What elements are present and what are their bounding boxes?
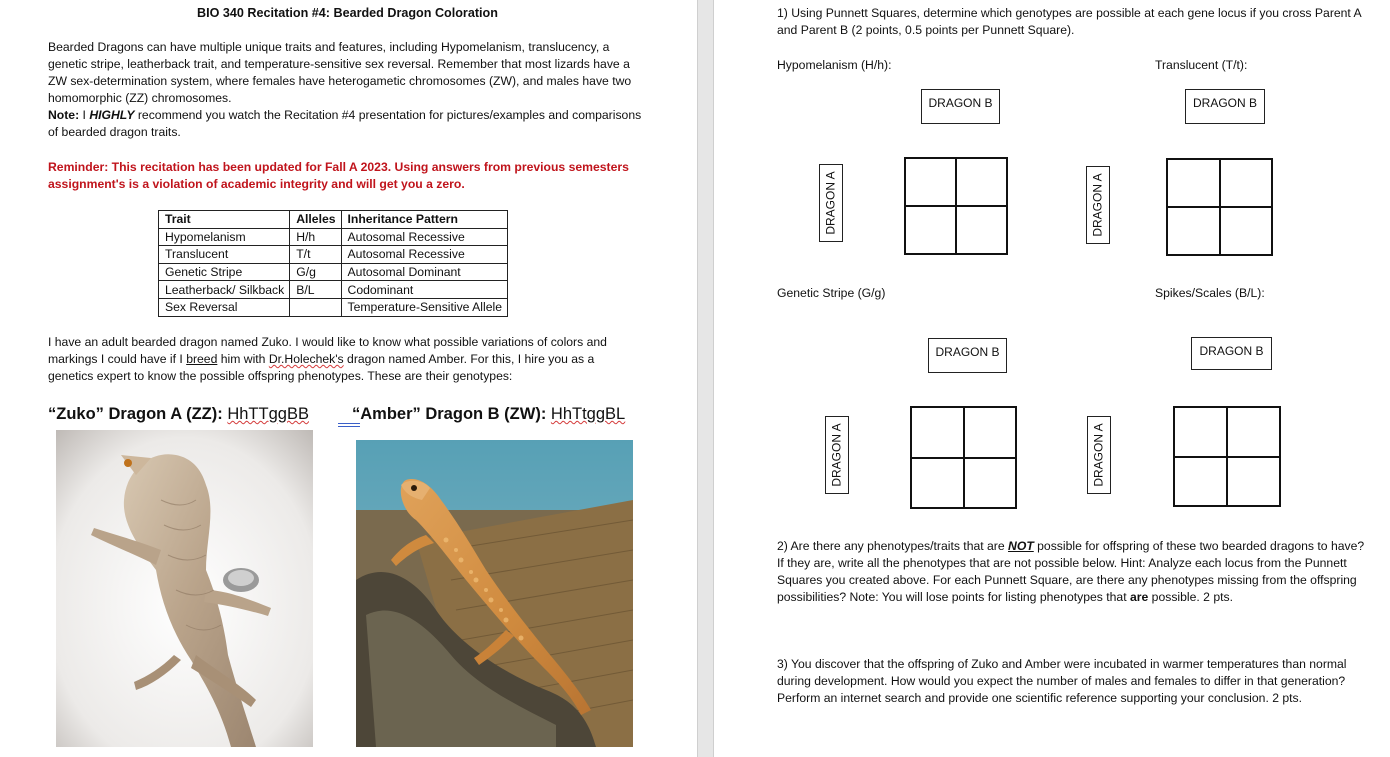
table-header-row <box>159 211 508 229</box>
story-holechek: Dr.Holechek's <box>268 352 344 366</box>
note-label: Note: <box>48 108 80 122</box>
header-alleles: Alleles <box>290 211 341 229</box>
dragon-a-genotype-value: HhTTggBB <box>227 405 309 423</box>
q2-not: NOT <box>1008 539 1034 553</box>
locus-translucent: Translucent (T/t): <box>1155 58 1248 72</box>
cell-inheritance: Autosomal Recessive <box>341 246 507 264</box>
dragon-b-label-text: DRAGON B <box>1192 96 1257 110</box>
question-2 <box>777 538 1367 606</box>
locus-hypomelanism: Hypomelanism (H/h): <box>777 58 892 72</box>
dragon-b-label-box <box>928 338 1007 373</box>
cell-alleles: G/g <box>290 263 341 281</box>
dragon-a-label-box <box>819 164 843 242</box>
locus-spikes-scales: Spikes/Scales (B/L): <box>1155 286 1265 300</box>
cell-inheritance: Temperature-Sensitive Allele <box>341 298 507 316</box>
note-text: recommend you watch the Recitation #4 presentation for pictures/examples and comparisons of bearded dragon traits. <box>48 108 642 139</box>
table-row <box>159 263 508 281</box>
document-title: BIO 340 Recitation #4: Bearded Dragon Coloration <box>197 6 498 20</box>
cell-alleles: B/L <box>290 281 341 299</box>
dragon-a-label: “Zuko” Dragon A (ZZ): <box>48 405 228 423</box>
cell-inheritance: Codominant <box>341 281 507 299</box>
dragon-b-label: “Amber” Dragon B (ZW): <box>352 405 551 423</box>
dragon-a-label-text: DRAGON A <box>829 423 844 487</box>
punnett-square-hypomelanism[interactable] <box>904 157 1008 255</box>
cell-alleles <box>290 298 341 316</box>
traits-table <box>158 210 508 317</box>
page-gutter <box>697 0 714 757</box>
note-emphasis: HIGHLY <box>89 108 135 122</box>
cell-trait: Hypomelanism <box>159 228 290 246</box>
punnett-square-spikes-scales[interactable] <box>1173 406 1281 507</box>
dragon-b-genotype <box>352 406 625 423</box>
story-post: dragon named Amber. For this, I hire you as a genetics expert to know the possible offspring phenotypes. These are their genotypes: <box>48 352 595 383</box>
dragon-b-label-box <box>1191 337 1272 370</box>
cell-trait: Sex Reversal <box>159 298 290 316</box>
amber-photo <box>356 440 633 747</box>
double-underline-mark <box>338 423 360 427</box>
dragon-a-label-text: DRAGON A <box>823 171 838 235</box>
header-trait: Trait <box>159 211 290 229</box>
cell-alleles: T/t <box>290 246 341 264</box>
story-paragraph <box>48 334 638 385</box>
cell-inheritance: Autosomal Dominant <box>341 263 507 281</box>
punnett-square-genetic-stripe[interactable] <box>910 406 1017 509</box>
cell-alleles: H/h <box>290 228 341 246</box>
intro-text: Bearded Dragons can have multiple unique traits and features, including Hypomelanism, translucency, a genetic stripe, leatherback trait, and temperature-sensitive sex reversal. Remember that most lizards have a ZW sex-determination system, where females have heterogametic chromosomes (ZW), and males have two homomorphic (ZZ) chromosomes. <box>48 40 632 105</box>
q2-pre: 2) Are there any phenotypes/traits that are <box>777 539 1009 553</box>
q2-post: possible. 2 pts. <box>1148 590 1233 604</box>
header-inheritance: Inheritance Pattern <box>341 211 507 229</box>
question-1: 1) Using Punnett Squares, determine which genotypes are possible at each gene locus if you cross Parent A and Parent B (2 points, 0.5 points per Punnett Square). <box>777 6 1361 37</box>
dragon-a-label-box <box>1086 166 1110 244</box>
dragon-b-genotype-value: HhTtggBL <box>550 405 626 423</box>
cell-trait: Leatherback/ Silkback <box>159 281 290 299</box>
story-mid: him with <box>217 352 269 366</box>
story-pre: I have an adult bearded dragon named Zuko. I would like to know what possible variations of colors and markings I could have if I <box>48 335 607 366</box>
cell-trait: Translucent <box>159 246 290 264</box>
dragon-b-label-box <box>1185 89 1265 124</box>
dragon-b-label-box <box>921 89 1000 124</box>
table-row <box>159 281 508 299</box>
cell-inheritance: Autosomal Recessive <box>341 228 507 246</box>
q2-mid: possible for offspring of these two bearded dragons to have? If they are, write all the phenotypes that are not possible below. Hint: Analyze each locus from the Punnett Squares you created above. For each Punnett Square, are there any phenotypes missing from the offspring possibilities? Note: You will lose points for listing phenotypes that <box>777 539 1365 604</box>
cell-trait: Genetic Stripe <box>159 263 290 281</box>
dragon-b-label-text: DRAGON B <box>928 96 993 110</box>
note-pre: I <box>79 108 90 122</box>
locus-genetic-stripe: Genetic Stripe (G/g) <box>777 286 886 300</box>
dragon-a-label-box <box>825 416 849 494</box>
q2-are: are <box>1129 590 1149 604</box>
zuko-photo <box>56 430 313 747</box>
reminder-warning: Reminder: This recitation has been updated for Fall A 2023. Using answers from previous semesters assignment's is a violation of academic integrity and will get you a zero. <box>48 160 629 191</box>
intro-paragraph <box>48 39 648 141</box>
table-row <box>159 246 508 264</box>
dragon-b-label-text: DRAGON B <box>935 345 1000 359</box>
question-3: 3) You discover that the offspring of Zuko and Amber were incubated in warmer temperatures than normal during development. How would you expect the number of males and females to differ in that generation? Perform an internet search and provide one scientific reference supporting your conclusion. 2 pts. <box>777 657 1347 705</box>
dragon-a-genotype <box>48 406 309 423</box>
dragon-a-label-text: DRAGON A <box>1091 423 1106 487</box>
table-row <box>159 298 508 316</box>
dragon-a-label-box <box>1087 416 1111 494</box>
dragon-b-label-text: DRAGON B <box>1199 344 1264 358</box>
punnett-square-translucent[interactable] <box>1166 158 1273 256</box>
dragon-a-label-text: DRAGON A <box>1090 173 1105 237</box>
story-breed: breed <box>186 352 218 366</box>
table-row <box>159 228 508 246</box>
right-page <box>714 0 1390 757</box>
